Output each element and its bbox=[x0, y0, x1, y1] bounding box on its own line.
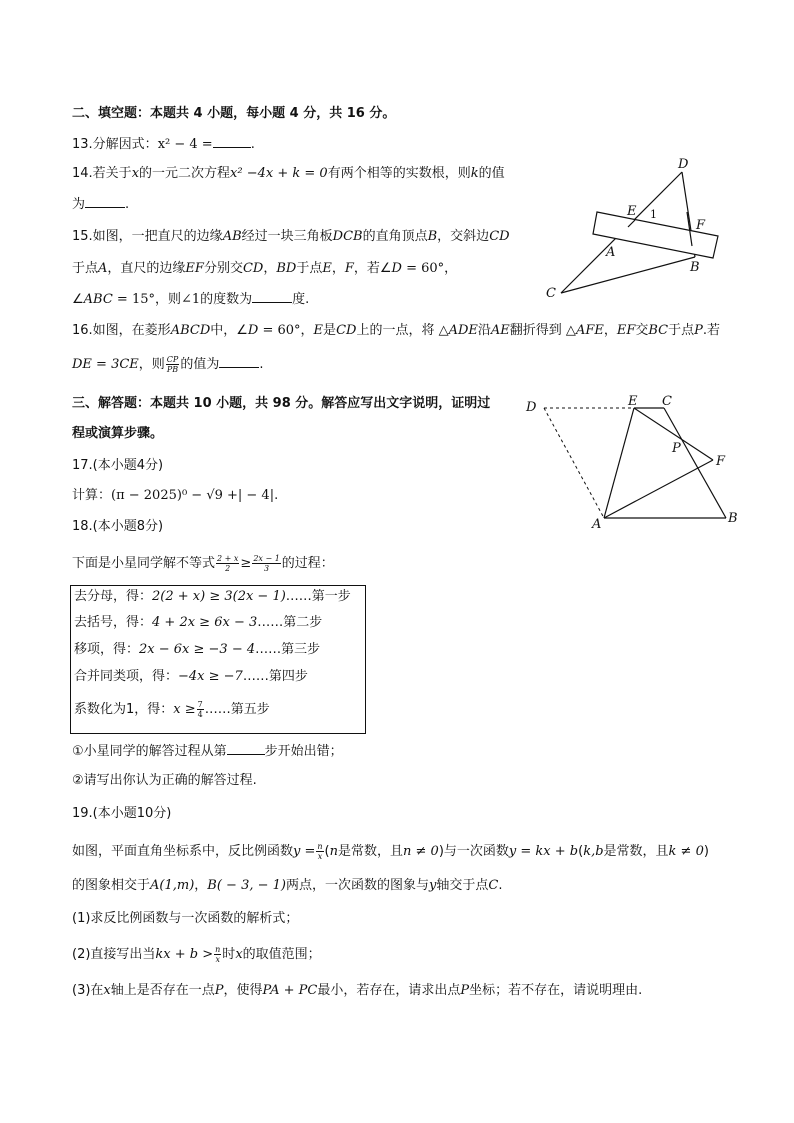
question-17-body: 计算：(π − 2025)⁰ − √9 +| − 4|. bbox=[72, 488, 279, 503]
fraction-cp-pb: $\frac{CP}{PB}$ bbox=[166, 355, 179, 374]
label-F: F bbox=[716, 454, 726, 469]
answer-blank[interactable] bbox=[85, 195, 125, 208]
figure-q16-rhombus-fold bbox=[520, 388, 750, 538]
segment-da-dashed bbox=[544, 408, 604, 518]
question-14-line2: 为 . bbox=[72, 197, 130, 212]
label-A: A bbox=[606, 245, 616, 260]
solution-step-3: 移项，得：2x − 6x ≥ −3 − 4……第三步 bbox=[74, 642, 321, 657]
label-F: F bbox=[696, 218, 706, 233]
solution-step-5: 系数化为1，得：x ≥ $\frac{7}{4}$ ……第五步 bbox=[74, 700, 270, 719]
label-P: P bbox=[672, 441, 681, 456]
solution-step-1: 去分母，得：2(2 + x) ≥ 3(2x − 1)……第一步 bbox=[74, 589, 351, 604]
label-D: D bbox=[526, 400, 537, 415]
label-A: A bbox=[592, 517, 602, 532]
label-E: E bbox=[628, 394, 638, 409]
question-19-part1: (1)求反比例函数与一次函数的解析式； bbox=[72, 911, 299, 926]
question-19-part2: (2)直接写出当kx + b > $\frac{n}{x}$ 时x的取值范围； bbox=[72, 945, 321, 964]
segment-af bbox=[604, 460, 713, 518]
solution-step-2: 去括号，得：4 + 2x ≥ 6x − 3……第二步 bbox=[74, 615, 323, 630]
question-18-part2: ②请写出你认为正确的解答过程. bbox=[72, 773, 257, 788]
question-18-title: 18.(本小题8分) bbox=[72, 519, 164, 534]
section-2-header: 二、填空题：本题共 4 小题，每小题 4 分，共 16 分。 bbox=[72, 106, 396, 121]
question-13: 13.分解因式：x² − 4 = . bbox=[72, 137, 255, 152]
solution-step-4: 合并同类项，得：−4x ≥ −7……第四步 bbox=[74, 669, 308, 684]
question-19-part3: (3)在x轴上是否存在一点P，使得PA + PC最小，若存在，请求出点P坐标；若不存在，请说明理由. bbox=[72, 983, 643, 998]
answer-blank[interactable] bbox=[213, 135, 251, 148]
question-14-line1: 14.若关于x的一元二次方程x² −4x + k = 0有两个相等的实数根，则k的值 bbox=[72, 166, 505, 181]
section-3-header-line1: 三、解答题：本题共 10 小题，共 98 分。解答应写出文字说明，证明过 bbox=[72, 396, 491, 411]
question-15-line2: 于点A，直尺的边缘EF分别交CD，BD于点E，F，若∠D = 60°， bbox=[72, 261, 458, 276]
question-17-title: 17.(本小题4分) bbox=[72, 458, 164, 473]
question-16-line1: 16.如图，在菱形ABCD中，∠D = 60°，E是CD上的一点，将 △ADE沿AE翻折得到 △AFE，EF交BC于点P.若 bbox=[72, 323, 721, 338]
segment-ae bbox=[604, 408, 634, 518]
question-19-line1: 如图，平面直角坐标系中，反比例函数y = $\frac{n}{x}$ (n是常数，且n ≠ 0)与一次函数y = kx + b(k,b是常数，且k ≠ 0) bbox=[72, 842, 709, 861]
label-B: B bbox=[728, 511, 738, 526]
question-19-line2: 的图象相交于A(1,m)，B( − 3, − 1)两点，一次函数的图象与y轴交于点C. bbox=[72, 878, 503, 893]
figure-q15-triangle-ruler bbox=[540, 150, 740, 300]
question-19-title: 19.(本小题10分) bbox=[72, 806, 172, 821]
answer-blank[interactable] bbox=[252, 290, 292, 303]
section-3-header-line2: 程或演算步骤。 bbox=[72, 426, 164, 441]
question-16-line2: DE = 3CE，则 $\frac{CP}{PB}$ 的值为 . bbox=[72, 355, 264, 374]
label-angle-1: 1 bbox=[650, 208, 657, 221]
label-C: C bbox=[546, 286, 556, 300]
label-C: C bbox=[662, 394, 672, 409]
question-18-intro: 下面是小星同学解不等式 $\frac{2 + x}{2}$ ≥ $\frac{2x - 1}{3}$ 的过程： bbox=[72, 554, 334, 573]
label-B: B bbox=[690, 260, 700, 275]
question-18-part1: ①小星同学的解答过程从第 步开始出错； bbox=[72, 744, 343, 759]
label-D: D bbox=[678, 157, 689, 172]
label-E: E bbox=[627, 204, 637, 219]
question-15-line3: ∠ABC = 15°，则∠1的度数为 度. bbox=[72, 292, 310, 307]
question-15-line1: 15.如图，一把直尺的边缘AB经过一块三角板DCB的直角顶点B，交斜边CD bbox=[72, 229, 510, 244]
line-cb bbox=[561, 257, 695, 293]
answer-blank[interactable] bbox=[227, 742, 265, 755]
answer-blank[interactable] bbox=[219, 355, 259, 368]
